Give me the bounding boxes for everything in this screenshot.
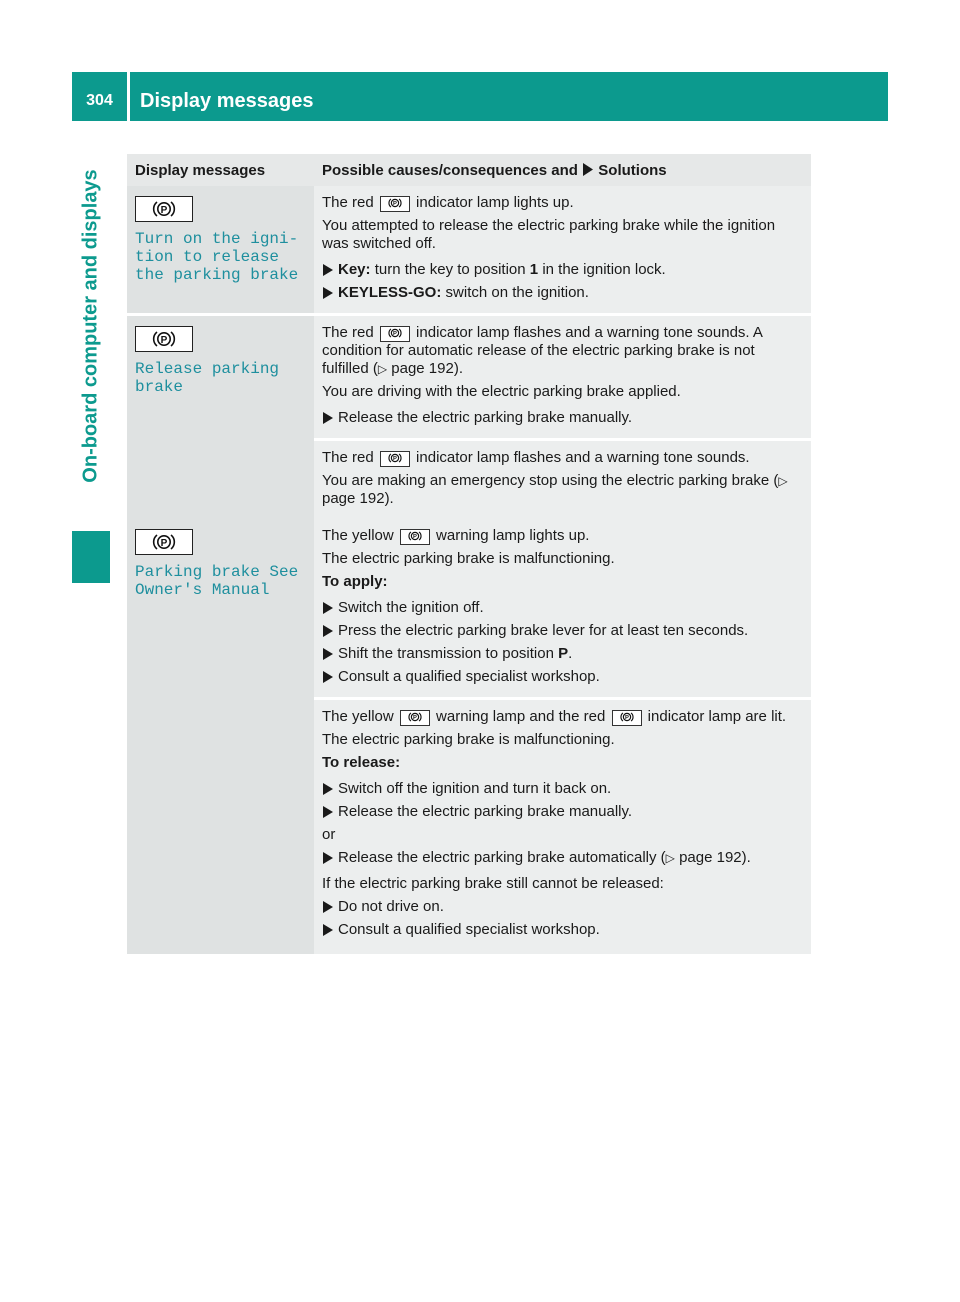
solutions-arrow-icon	[582, 163, 594, 176]
parking-brake-icon	[135, 326, 193, 352]
solution-step: Switch off the ignition and turn it back on.	[322, 780, 803, 798]
page-number: 304	[86, 92, 113, 109]
svg-text:P: P	[392, 456, 397, 463]
svg-text:P: P	[392, 331, 397, 338]
display-message-text: Turn on the igni‐ tion to release the parking brake	[135, 230, 299, 284]
display-cell	[127, 186, 314, 315]
page-ref-arrow-icon: ▷	[778, 474, 788, 488]
causes-cell	[314, 440, 811, 520]
svg-text:P: P	[412, 534, 417, 541]
page-ref[interactable]: page 192).	[391, 360, 463, 377]
or-text: or	[322, 826, 336, 843]
causes-cell	[314, 519, 811, 699]
page-header	[72, 72, 888, 121]
svg-text:P: P	[624, 715, 629, 722]
parking-brake-icon	[135, 196, 193, 222]
cause-line: The red P indicator lamp flashes and a warning tone sounds. A condition for automatic release of the electric parking brake is not fulfilled (▷ page 192).	[322, 324, 763, 377]
table-row	[127, 519, 811, 699]
cause-line: The yellow P warning lamp and the red P indicator lamp are lit.	[322, 708, 787, 725]
page-ref-arrow-icon: ▷	[665, 851, 675, 865]
parking-brake-icon	[135, 529, 193, 555]
cause-line: You attempted to release the electric parking brake while the ignition was switched off.	[322, 217, 776, 252]
solution-step: Release the electric parking brake manually.	[322, 409, 803, 427]
svg-text:P: P	[160, 537, 168, 549]
svg-text:P: P	[392, 201, 397, 208]
solution-step: Shift the transmission to position P.	[322, 645, 803, 663]
side-tab-marker	[72, 531, 110, 583]
page-ref[interactable]: page 192).	[679, 849, 751, 866]
svg-text:P: P	[160, 204, 168, 216]
solution-step: Release the electric parking brake manually.	[322, 803, 803, 821]
cause-line: The red P indicator lamp lights up.	[322, 194, 574, 211]
cause-line: If the electric parking brake still cannot be released:	[322, 875, 664, 892]
solution-step: Switch the ignition off.	[322, 599, 803, 617]
cause-line: The red P indicator lamp flashes and a warning tone sounds.	[322, 449, 750, 466]
solution-step: Key: turn the key to position 1 in the ignition lock.	[322, 261, 803, 279]
display-cell	[127, 519, 314, 954]
svg-text:P: P	[160, 334, 168, 346]
causes-cell	[314, 315, 811, 440]
solution-step: KEYLESS-GO: switch on the ignition.	[322, 284, 803, 302]
display-message-text: Release parking brake	[135, 360, 280, 396]
parking-brake-icon	[400, 710, 430, 726]
solution-step: Press the electric parking brake lever for at least ten seconds.	[322, 622, 803, 640]
col-header-causes: Possible causes/consequences and Solutions	[314, 154, 811, 186]
side-tab-label	[72, 121, 110, 531]
section-label: To release:	[322, 754, 401, 771]
cause-line: The yellow P warning lamp lights up.	[322, 527, 590, 544]
parking-brake-icon	[380, 196, 410, 212]
cause-line: The electric parking brake is malfunctioning.	[322, 731, 615, 748]
svg-text:P: P	[412, 715, 417, 722]
solution-step: Consult a qualified specialist workshop.	[322, 921, 803, 939]
page-ref[interactable]: page 192).	[322, 490, 394, 507]
solution-step: Do not drive on.	[322, 898, 803, 916]
table-row	[127, 186, 811, 315]
page-title: Display messages	[140, 90, 314, 112]
page-ref-arrow-icon: ▷	[377, 362, 388, 376]
col-header-display-messages: Display messages	[127, 154, 314, 186]
section-label: To apply:	[322, 573, 388, 590]
header-divider	[127, 72, 130, 121]
table-row	[127, 315, 811, 440]
display-message-text: Parking brake See Owner's Manual	[135, 563, 299, 599]
side-tab-text: On-board computer and displays	[79, 169, 102, 483]
solution-step: Release the electric parking brake automatically (▷ page 192).	[322, 849, 803, 867]
display-messages-table	[127, 154, 811, 954]
solution-step: Consult a qualified specialist workshop.	[322, 668, 803, 686]
causes-cell	[314, 186, 811, 315]
cause-line: You are making an emergency stop using the electric parking brake (▷ page 192).	[322, 472, 788, 507]
display-cell	[127, 315, 314, 520]
causes-cell	[314, 699, 811, 955]
parking-brake-icon	[380, 451, 410, 467]
parking-brake-icon	[400, 529, 430, 545]
cause-line: The electric parking brake is malfunctioning.	[322, 550, 615, 567]
parking-brake-icon	[380, 326, 410, 342]
cause-line: You are driving with the electric parking brake applied.	[322, 383, 681, 400]
parking-brake-icon	[612, 710, 642, 726]
